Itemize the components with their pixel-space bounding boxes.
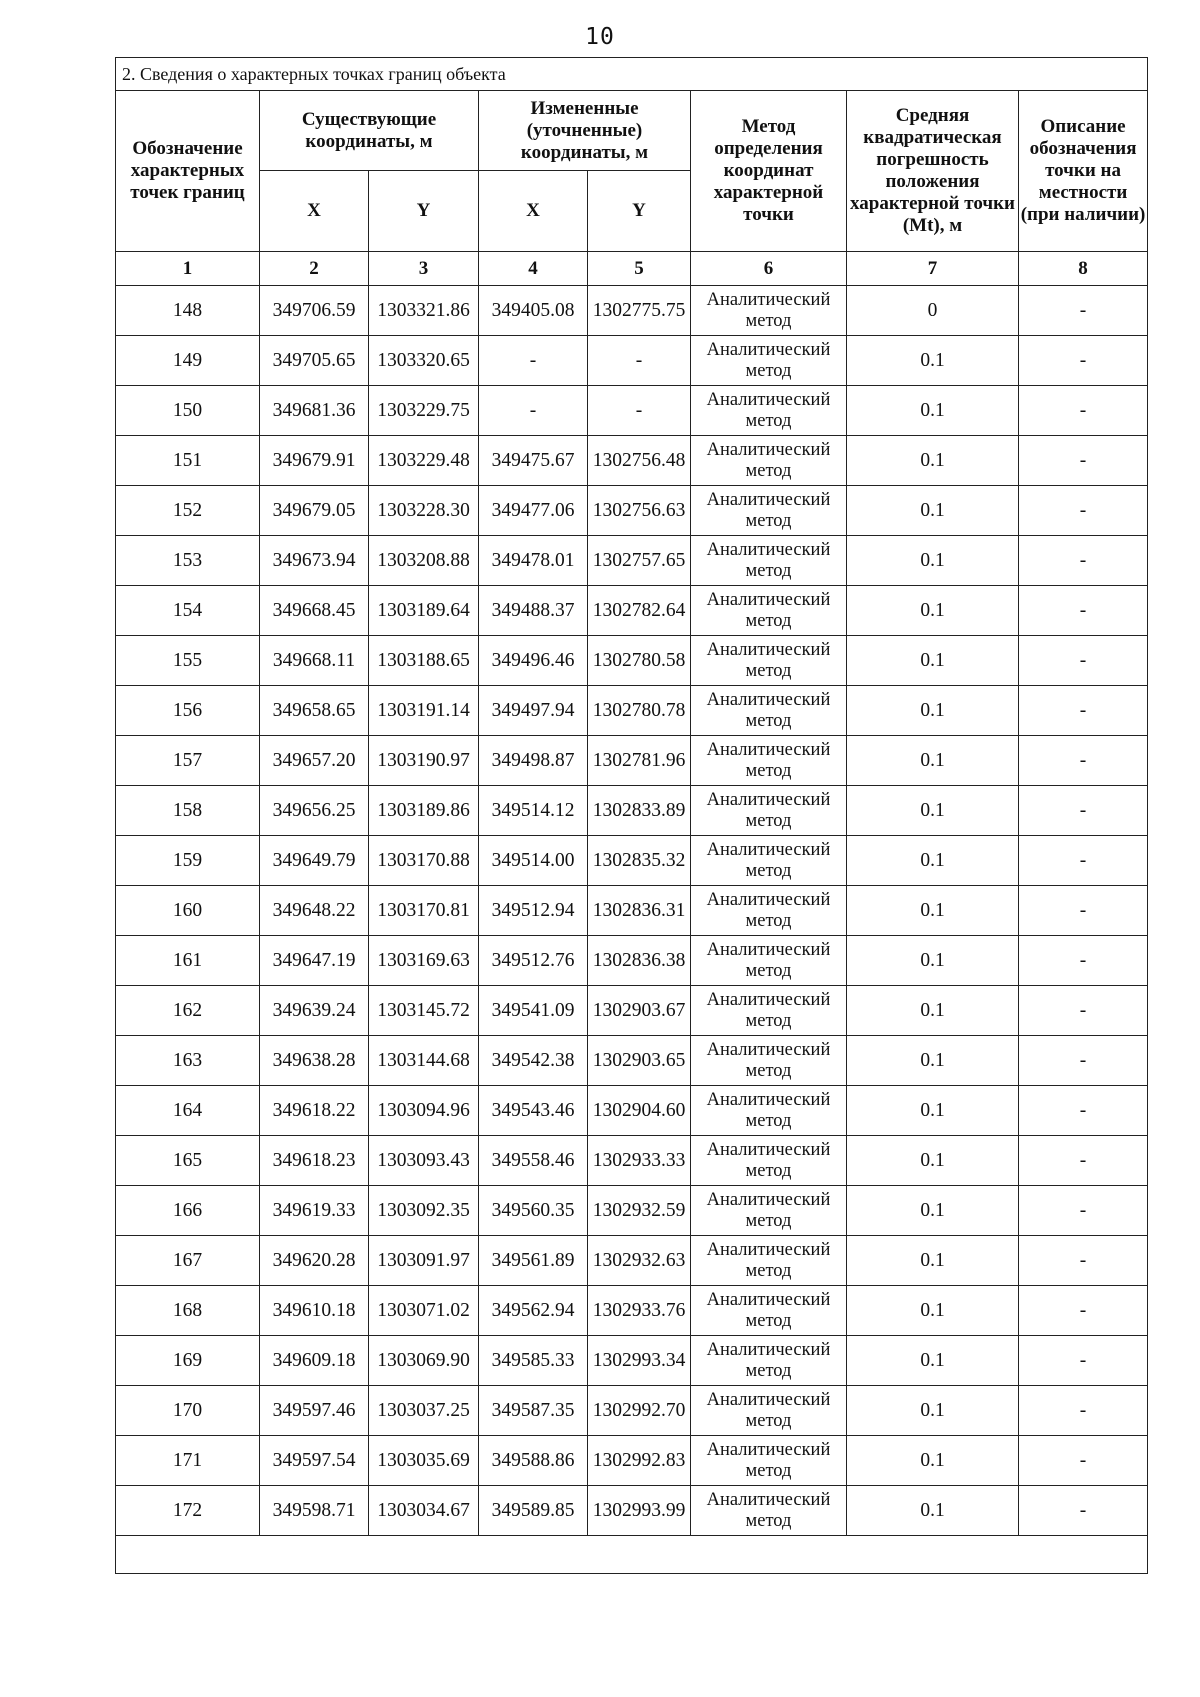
table-row xyxy=(116,1036,1148,1086)
changed-x-cell: 349587.35 xyxy=(479,1386,588,1436)
existing-y-cell: 1303170.81 xyxy=(369,886,479,936)
existing-x-cell: 349649.79 xyxy=(260,836,369,886)
point-id-cell: 170 xyxy=(116,1386,260,1436)
column-number: 7 xyxy=(847,252,1019,286)
point-id-cell: 159 xyxy=(116,836,260,886)
existing-x-cell: 349618.23 xyxy=(260,1136,369,1186)
point-description-cell: - xyxy=(1019,1136,1148,1186)
changed-y-cell: 1302757.65 xyxy=(588,536,691,586)
point-description-cell: - xyxy=(1019,1086,1148,1136)
method-cell: Аналитический метод xyxy=(691,986,847,1036)
existing-y-cell: 1303321.86 xyxy=(369,286,479,336)
existing-x-cell: 349609.18 xyxy=(260,1336,369,1386)
point-id-cell: 172 xyxy=(116,1486,260,1536)
changed-x-cell: 349512.76 xyxy=(479,936,588,986)
changed-y-cell: 1302756.48 xyxy=(588,436,691,486)
method-cell: Аналитический метод xyxy=(691,1086,847,1136)
existing-x-cell: 349679.91 xyxy=(260,436,369,486)
point-id-cell: 156 xyxy=(116,686,260,736)
existing-y-cell: 1303191.14 xyxy=(369,686,479,736)
point-id-cell: 157 xyxy=(116,736,260,786)
mean-square-error-cell: 0.1 xyxy=(847,1336,1019,1386)
changed-x-cell: 349514.00 xyxy=(479,836,588,886)
changed-y-cell: 1302992.70 xyxy=(588,1386,691,1436)
existing-x-cell: 349638.28 xyxy=(260,1036,369,1086)
table-row xyxy=(116,936,1148,986)
changed-x-cell: 349477.06 xyxy=(479,486,588,536)
changed-x-cell: 349543.46 xyxy=(479,1086,588,1136)
existing-y-cell: 1303170.88 xyxy=(369,836,479,886)
column-number-row xyxy=(116,252,1148,286)
existing-y-cell: 1303094.96 xyxy=(369,1086,479,1136)
table-row xyxy=(116,886,1148,936)
column-number: 5 xyxy=(588,252,691,286)
changed-y-cell: 1302833.89 xyxy=(588,786,691,836)
point-id-cell: 151 xyxy=(116,436,260,486)
table-row xyxy=(116,1086,1148,1136)
mean-square-error-cell: 0.1 xyxy=(847,436,1019,486)
point-id-cell: 148 xyxy=(116,286,260,336)
method-cell: Аналитический метод xyxy=(691,1036,847,1086)
changed-y-cell: 1302903.67 xyxy=(588,986,691,1036)
changed-x-cell: 349497.94 xyxy=(479,686,588,736)
point-description-cell: - xyxy=(1019,586,1148,636)
point-description-cell: - xyxy=(1019,436,1148,486)
existing-x-cell: 349597.46 xyxy=(260,1386,369,1436)
point-id-cell: 152 xyxy=(116,486,260,536)
changed-y-cell: 1302780.78 xyxy=(588,686,691,736)
point-description-cell: - xyxy=(1019,1236,1148,1286)
point-description-cell: - xyxy=(1019,1036,1148,1086)
point-description-cell: - xyxy=(1019,286,1148,336)
table-row xyxy=(116,636,1148,686)
header-existing-x: X xyxy=(260,171,369,252)
header-changed-y: Y xyxy=(588,171,691,252)
existing-y-cell: 1303145.72 xyxy=(369,986,479,1036)
header-existing-coordinates: Существующие координаты, м xyxy=(260,91,479,171)
mean-square-error-cell: 0.1 xyxy=(847,1086,1019,1136)
point-id-cell: 153 xyxy=(116,536,260,586)
existing-y-cell: 1303229.75 xyxy=(369,386,479,436)
existing-y-cell: 1303037.25 xyxy=(369,1386,479,1436)
existing-x-cell: 349658.65 xyxy=(260,686,369,736)
changed-y-cell: 1302775.75 xyxy=(588,286,691,336)
existing-y-cell: 1303093.43 xyxy=(369,1136,479,1186)
point-description-cell: - xyxy=(1019,536,1148,586)
point-id-cell: 155 xyxy=(116,636,260,686)
point-description-cell: - xyxy=(1019,1436,1148,1486)
changed-x-cell: 349558.46 xyxy=(479,1136,588,1186)
method-cell: Аналитический метод xyxy=(691,586,847,636)
point-description-cell: - xyxy=(1019,736,1148,786)
method-cell: Аналитический метод xyxy=(691,636,847,686)
table-row xyxy=(116,486,1148,536)
point-description-cell: - xyxy=(1019,1336,1148,1386)
mean-square-error-cell: 0.1 xyxy=(847,936,1019,986)
existing-y-cell: 1303144.68 xyxy=(369,1036,479,1086)
page-number: 10 xyxy=(585,24,615,50)
changed-y-cell: 1302932.59 xyxy=(588,1186,691,1236)
table-row xyxy=(116,1236,1148,1286)
point-description-cell: - xyxy=(1019,936,1148,986)
changed-x-cell: 349488.37 xyxy=(479,586,588,636)
mean-square-error-cell: 0.1 xyxy=(847,1186,1019,1236)
point-id-cell: 158 xyxy=(116,786,260,836)
existing-y-cell: 1303071.02 xyxy=(369,1286,479,1336)
changed-y-cell: 1302933.76 xyxy=(588,1286,691,1336)
method-cell: Аналитический метод xyxy=(691,836,847,886)
method-cell: Аналитический метод xyxy=(691,1486,847,1536)
existing-y-cell: 1303092.35 xyxy=(369,1186,479,1236)
point-description-cell: - xyxy=(1019,1186,1148,1236)
method-cell: Аналитический метод xyxy=(691,936,847,986)
table-row xyxy=(116,336,1148,386)
point-description-cell: - xyxy=(1019,786,1148,836)
mean-square-error-cell: 0.1 xyxy=(847,1136,1019,1186)
mean-square-error-cell: 0.1 xyxy=(847,1286,1019,1336)
point-id-cell: 169 xyxy=(116,1336,260,1386)
mean-square-error-cell: 0.1 xyxy=(847,536,1019,586)
changed-x-cell: - xyxy=(479,386,588,436)
point-id-cell: 166 xyxy=(116,1186,260,1236)
changed-y-cell: 1302780.58 xyxy=(588,636,691,686)
point-id-cell: 167 xyxy=(116,1236,260,1286)
mean-square-error-cell: 0.1 xyxy=(847,386,1019,436)
mean-square-error-cell: 0.1 xyxy=(847,1486,1019,1536)
column-number: 4 xyxy=(479,252,588,286)
point-id-cell: 163 xyxy=(116,1036,260,1086)
table-row xyxy=(116,1136,1148,1186)
changed-x-cell: - xyxy=(479,336,588,386)
changed-y-cell: 1302932.63 xyxy=(588,1236,691,1286)
mean-square-error-cell: 0.1 xyxy=(847,1386,1019,1436)
method-cell: Аналитический метод xyxy=(691,1386,847,1436)
empty-row xyxy=(116,1536,1148,1574)
table-row xyxy=(116,1486,1148,1536)
changed-y-cell: 1302835.32 xyxy=(588,836,691,886)
changed-x-cell: 349585.33 xyxy=(479,1336,588,1386)
changed-x-cell: 349589.85 xyxy=(479,1486,588,1536)
changed-x-cell: 349588.86 xyxy=(479,1436,588,1486)
changed-x-cell: 349560.35 xyxy=(479,1186,588,1236)
method-cell: Аналитический метод xyxy=(691,1136,847,1186)
method-cell: Аналитический метод xyxy=(691,486,847,536)
existing-x-cell: 349679.05 xyxy=(260,486,369,536)
mean-square-error-cell: 0.1 xyxy=(847,986,1019,1036)
mean-square-error-cell: 0.1 xyxy=(847,1236,1019,1286)
point-id-cell: 171 xyxy=(116,1436,260,1486)
point-description-cell: - xyxy=(1019,986,1148,1036)
changed-y-cell: 1302903.65 xyxy=(588,1036,691,1086)
changed-x-cell: 349475.67 xyxy=(479,436,588,486)
column-number: 6 xyxy=(691,252,847,286)
column-number: 2 xyxy=(260,252,369,286)
column-number: 8 xyxy=(1019,252,1148,286)
method-cell: Аналитический метод xyxy=(691,436,847,486)
column-number: 3 xyxy=(369,252,479,286)
mean-square-error-cell: 0.1 xyxy=(847,586,1019,636)
table-row xyxy=(116,786,1148,836)
table-row xyxy=(116,736,1148,786)
header-point-description: Описание обозначения точки на местности (при наличии) xyxy=(1019,91,1148,252)
existing-x-cell: 349657.20 xyxy=(260,736,369,786)
point-description-cell: - xyxy=(1019,686,1148,736)
changed-x-cell: 349478.01 xyxy=(479,536,588,586)
point-id-cell: 149 xyxy=(116,336,260,386)
point-id-cell: 168 xyxy=(116,1286,260,1336)
method-cell: Аналитический метод xyxy=(691,786,847,836)
method-cell: Аналитический метод xyxy=(691,1436,847,1486)
changed-x-cell: 349542.38 xyxy=(479,1036,588,1086)
existing-x-cell: 349610.18 xyxy=(260,1286,369,1336)
changed-y-cell: 1302933.33 xyxy=(588,1136,691,1186)
method-cell: Аналитический метод xyxy=(691,686,847,736)
mean-square-error-cell: 0.1 xyxy=(847,786,1019,836)
existing-y-cell: 1303069.90 xyxy=(369,1336,479,1386)
existing-y-cell: 1303229.48 xyxy=(369,436,479,486)
table-row xyxy=(116,536,1148,586)
existing-x-cell: 349597.54 xyxy=(260,1436,369,1486)
changed-x-cell: 349405.08 xyxy=(479,286,588,336)
changed-x-cell: 349512.94 xyxy=(479,886,588,936)
header-changed-x: X xyxy=(479,171,588,252)
method-cell: Аналитический метод xyxy=(691,386,847,436)
existing-y-cell: 1303190.97 xyxy=(369,736,479,786)
mean-square-error-cell: 0.1 xyxy=(847,486,1019,536)
existing-x-cell: 349656.25 xyxy=(260,786,369,836)
method-cell: Аналитический метод xyxy=(691,1186,847,1236)
point-description-cell: - xyxy=(1019,886,1148,936)
point-id-cell: 154 xyxy=(116,586,260,636)
column-number: 1 xyxy=(116,252,260,286)
table-row xyxy=(116,386,1148,436)
changed-x-cell: 349498.87 xyxy=(479,736,588,786)
existing-y-cell: 1303189.86 xyxy=(369,786,479,836)
table-row xyxy=(116,1436,1148,1486)
mean-square-error-cell: 0.1 xyxy=(847,636,1019,686)
changed-y-cell: 1302781.96 xyxy=(588,736,691,786)
existing-x-cell: 349618.22 xyxy=(260,1086,369,1136)
mean-square-error-cell: 0.1 xyxy=(847,336,1019,386)
empty-cell xyxy=(116,1536,1148,1574)
existing-y-cell: 1303320.65 xyxy=(369,336,479,386)
table-row xyxy=(116,586,1148,636)
method-cell: Аналитический метод xyxy=(691,1236,847,1286)
table-row xyxy=(116,1336,1148,1386)
existing-y-cell: 1303169.63 xyxy=(369,936,479,986)
mean-square-error-cell: 0 xyxy=(847,286,1019,336)
changed-y-cell: - xyxy=(588,386,691,436)
existing-x-cell: 349668.11 xyxy=(260,636,369,686)
existing-x-cell: 349681.36 xyxy=(260,386,369,436)
existing-y-cell: 1303228.30 xyxy=(369,486,479,536)
method-cell: Аналитический метод xyxy=(691,1286,847,1336)
existing-x-cell: 349639.24 xyxy=(260,986,369,1036)
changed-y-cell: 1302993.99 xyxy=(588,1486,691,1536)
point-description-cell: - xyxy=(1019,1486,1148,1536)
existing-y-cell: 1303034.67 xyxy=(369,1486,479,1536)
mean-square-error-cell: 0.1 xyxy=(847,886,1019,936)
section-title: 2. Сведения о характерных точках границ объекта xyxy=(116,58,1148,91)
existing-x-cell: 349647.19 xyxy=(260,936,369,986)
point-description-cell: - xyxy=(1019,1386,1148,1436)
header-changed-coordinates: Измененные (уточненные) координаты, м xyxy=(479,91,691,171)
table-row xyxy=(116,1386,1148,1436)
existing-x-cell: 349668.45 xyxy=(260,586,369,636)
table-row xyxy=(116,836,1148,886)
header-point-designation: Обозначение характерных точек границ xyxy=(116,91,260,252)
method-cell: Аналитический метод xyxy=(691,736,847,786)
boundary-points-table xyxy=(115,57,1148,1574)
method-cell: Аналитический метод xyxy=(691,336,847,386)
table-row xyxy=(116,1186,1148,1236)
method-cell: Аналитический метод xyxy=(691,536,847,586)
method-cell: Аналитический метод xyxy=(691,1336,847,1386)
existing-x-cell: 349673.94 xyxy=(260,536,369,586)
table-row xyxy=(116,986,1148,1036)
existing-x-cell: 349705.65 xyxy=(260,336,369,386)
existing-x-cell: 349620.28 xyxy=(260,1236,369,1286)
existing-x-cell: 349648.22 xyxy=(260,886,369,936)
changed-x-cell: 349496.46 xyxy=(479,636,588,686)
changed-y-cell: 1302756.63 xyxy=(588,486,691,536)
table-row xyxy=(116,436,1148,486)
point-description-cell: - xyxy=(1019,1286,1148,1336)
header-existing-y: Y xyxy=(369,171,479,252)
existing-x-cell: 349706.59 xyxy=(260,286,369,336)
point-id-cell: 164 xyxy=(116,1086,260,1136)
method-cell: Аналитический метод xyxy=(691,886,847,936)
existing-y-cell: 1303189.64 xyxy=(369,586,479,636)
point-id-cell: 161 xyxy=(116,936,260,986)
existing-y-cell: 1303188.65 xyxy=(369,636,479,686)
existing-x-cell: 349619.33 xyxy=(260,1186,369,1236)
existing-y-cell: 1303035.69 xyxy=(369,1436,479,1486)
mean-square-error-cell: 0.1 xyxy=(847,836,1019,886)
point-description-cell: - xyxy=(1019,336,1148,386)
changed-y-cell: 1302836.31 xyxy=(588,886,691,936)
changed-y-cell: - xyxy=(588,336,691,386)
mean-square-error-cell: 0.1 xyxy=(847,1036,1019,1086)
table-row xyxy=(116,686,1148,736)
point-description-cell: - xyxy=(1019,386,1148,436)
point-id-cell: 150 xyxy=(116,386,260,436)
point-description-cell: - xyxy=(1019,486,1148,536)
existing-y-cell: 1303208.88 xyxy=(369,536,479,586)
changed-y-cell: 1302992.83 xyxy=(588,1436,691,1486)
changed-x-cell: 349541.09 xyxy=(479,986,588,1036)
existing-x-cell: 349598.71 xyxy=(260,1486,369,1536)
changed-y-cell: 1302993.34 xyxy=(588,1336,691,1386)
existing-y-cell: 1303091.97 xyxy=(369,1236,479,1286)
point-description-cell: - xyxy=(1019,836,1148,886)
point-id-cell: 160 xyxy=(116,886,260,936)
header-method: Метод определения координат характерной точки xyxy=(691,91,847,252)
changed-x-cell: 349514.12 xyxy=(479,786,588,836)
header-mean-square-error: Средняя квадратическая погрешность положения характерной точки (Mt), м xyxy=(847,91,1019,252)
point-description-cell: - xyxy=(1019,636,1148,686)
mean-square-error-cell: 0.1 xyxy=(847,736,1019,786)
table-row xyxy=(116,286,1148,336)
mean-square-error-cell: 0.1 xyxy=(847,1436,1019,1486)
table-row xyxy=(116,1286,1148,1336)
point-id-cell: 162 xyxy=(116,986,260,1036)
changed-y-cell: 1302836.38 xyxy=(588,936,691,986)
mean-square-error-cell: 0.1 xyxy=(847,686,1019,736)
changed-x-cell: 349562.94 xyxy=(479,1286,588,1336)
changed-y-cell: 1302782.64 xyxy=(588,586,691,636)
changed-x-cell: 349561.89 xyxy=(479,1236,588,1286)
changed-y-cell: 1302904.60 xyxy=(588,1086,691,1136)
method-cell: Аналитический метод xyxy=(691,286,847,336)
point-id-cell: 165 xyxy=(116,1136,260,1186)
